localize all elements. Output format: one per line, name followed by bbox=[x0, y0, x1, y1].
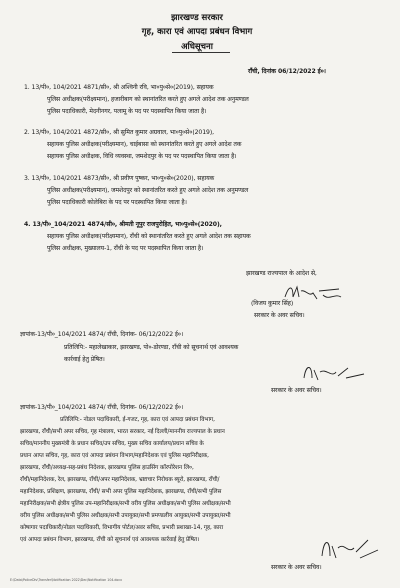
signatory-title-3: सरकार के अवर सचिव। bbox=[271, 564, 322, 571]
list-item-1-line-2: पुलिस अधीक्षक(परीक्ष्यमान), हजारीबाग को स्थानांतरित करते हुए अगले आदेश तक अनुमण्डल bbox=[47, 96, 249, 103]
memo-2-line-3: सचिव/माननीय मुख्यमंत्री के प्रधान सचिव/उप सचिव, मुख्य सचिव कार्यालय/प्रधान सचिव के bbox=[20, 441, 204, 447]
memo-2-line-2: झारखण्ड, राँची/सभी अपर सचिव, गृह मंत्रालय, भारत सरकार, नई दिल्ली/माननीय राज्यपाल के प्रधान bbox=[20, 429, 225, 435]
list-item-2-line-3: सहायक पुलिस अधीक्षक, विधि व्यवस्था, जमशेदपुर के पद पर पदस्थापित किया जाता है। bbox=[47, 153, 237, 160]
list-item-4-line-3: पुलिस अधीक्षक, मुख्यालय-1, राँची के पद पर पदस्थापित किया जाता है। bbox=[47, 245, 204, 252]
memo-2-line-5: झारखण्ड, राँची/अध्यक्ष-सह-प्रबंध निदेशक, झारखण्ड पुलिस हाउसिंग कॉरपोरेशन लि०, bbox=[20, 465, 194, 471]
memo-2-line-8: महानिरीक्षक/सभी क्षेत्रीय पुलिस उप-महानिरीक्षक/सभी वरीय पुलिस अधीक्षक/सभी पुलिस अधीक्षक/सभी bbox=[20, 501, 231, 507]
list-item-2-line-2: सहायक पुलिस अधीक्षक(परीक्ष्यमान), चाईबासा को स्थानांतरित करते हुए अगले आदेश तक bbox=[47, 141, 242, 148]
notification-date: राँची, दिनांक 06/12/2022 ई०। bbox=[248, 68, 326, 75]
signature-2 bbox=[302, 360, 368, 386]
memo-2-reference: ज्ञापांक-13/पी०_104/2021 4874/ राँची, दिनांक- 06/12/2022 ई०। bbox=[20, 404, 184, 411]
government-name: झारखण्ड सरकार bbox=[171, 13, 223, 23]
signatory-title-2: सरकार के अवर सचिव। bbox=[271, 387, 322, 394]
list-item-1-line-3: पुलिस पदाधिकारी, मेदनीनगर, पलामू के पद पर पदस्थापित किया जाता है। bbox=[47, 108, 207, 115]
governor-order: झारखण्ड राज्यपाल के आदेश से, bbox=[246, 270, 317, 277]
list-item-4-line-1: 4. 13/पी०_104/2021 4874/सी०, श्रीमती नूपुर राजपुरोहित, भा०पु०से०(2020), bbox=[24, 221, 222, 228]
list-item-1-line-1: 1. 13/पी०, 104/2021 4871/सी०, श्री अश्विनी रवि, भा०पु०से०(2019), सहायक bbox=[24, 84, 214, 91]
memo-2-line-6: राँची/महानिदेशक, रेल, झारखण्ड, राँची/अपर महानिदेशक, भ्रष्टाचार निरोधक ब्यूरो, झारखण्ड, राँची/ bbox=[20, 477, 220, 483]
list-item-3-line-2: पुलिस अधीक्षक(परीक्ष्यमान), जमशेदपुर को स्थानांतरित करते हुए अगले आदेश तक अनुमण्डल bbox=[47, 187, 249, 194]
list-item-3-line-3: पुलिस पदाधिकारी कोलेबिरा के पद पर पदस्थापित किया जाता है। bbox=[47, 199, 187, 206]
footer-path-mark: E:\Data\PoliceDiv\Transfer\Notification 2022\Dec\Notification 104.docx bbox=[10, 578, 123, 582]
list-item-3-line-1: 3. 13/पी०, 104/2021 4873/सी०, श्री प्रवीण पुष्कर, भा०पु०से०(2020), सहायक bbox=[24, 175, 215, 182]
memo-1-line-1: प्रतिलिपि:- महालेखाकार, झारखण्ड, पो०-डोरण्डा, राँची को सूचनार्थ एवं आवश्यक bbox=[64, 344, 239, 351]
heading-underline bbox=[172, 52, 230, 53]
memo-2-line-9: वरीय पुलिस अधीक्षक/सभी पुलिस अधीक्षक/सभी उपायुक्त/सभी प्रमण्डलीय आयुक्त/सभी उपायुक्त/सभी bbox=[20, 513, 231, 519]
department-name: गृह, कारा एवं आपदा प्रबंधन विभाग bbox=[141, 27, 253, 37]
memo-2-line-10: कोषागार पदाधिकारी/नोडल पदाधिकारी, विभागीय पोर्टल/अवर सचिव, प्रभारी प्रशाखा-14, गृह, कारा bbox=[20, 525, 224, 531]
memo-2-line-7: महानिदेशक, प्रशिक्षण, झारखण्ड, राँची/ सभी अपर पुलिस महानिदेशक, झारखण्ड, राँची/सभी पुलिस bbox=[20, 489, 222, 495]
list-item-4-line-2: सहायक पुलिस अधीक्षक(परीक्ष्यमान), राँची को स्थानांतरित करते हुए अगले आदेश तक सहायक bbox=[47, 233, 251, 240]
memo-1-line-2: कार्रवाई हेतु प्रेषित। bbox=[64, 356, 105, 363]
memo-2-line-4: प्रधान आप्त सचिव, गृह, कारा एवं आपदा प्रबंधन विभाग/महानिदेशक एवं पुलिस महानिरीक्षक, bbox=[20, 453, 209, 459]
signatory-name: (विजय कुमार सिंह) bbox=[251, 300, 294, 307]
notification-heading: अधिसूचना bbox=[181, 42, 213, 52]
signatory-title-1: सरकार के अवर सचिव। bbox=[254, 312, 305, 319]
signature-3 bbox=[318, 530, 382, 564]
list-item-2-line-1: 2. 13/पी०, 104/2021 4872/सी०, श्री सुमित कुमार अग्रवाल, भा०पु०से०(2019), bbox=[24, 129, 214, 136]
memo-2-line-11: एवं आपदा प्रबंधन विभाग, झारखण्ड, राँची को सूचनार्थ एवं आवश्यक कार्रवाई हेतु प्रेषित। bbox=[20, 537, 200, 543]
memo-2-line-1: प्रतिलिपि:- नोडल पदाधिकारी, ई-गजट, गृह, कारा एवं आपदा प्रबंधन विभाग, bbox=[60, 417, 215, 423]
memo-1-reference: ज्ञापांक-13/पी०_104/2021 4874/ राँची, दिनांक- 06/12/2022 ई०। bbox=[20, 331, 184, 338]
